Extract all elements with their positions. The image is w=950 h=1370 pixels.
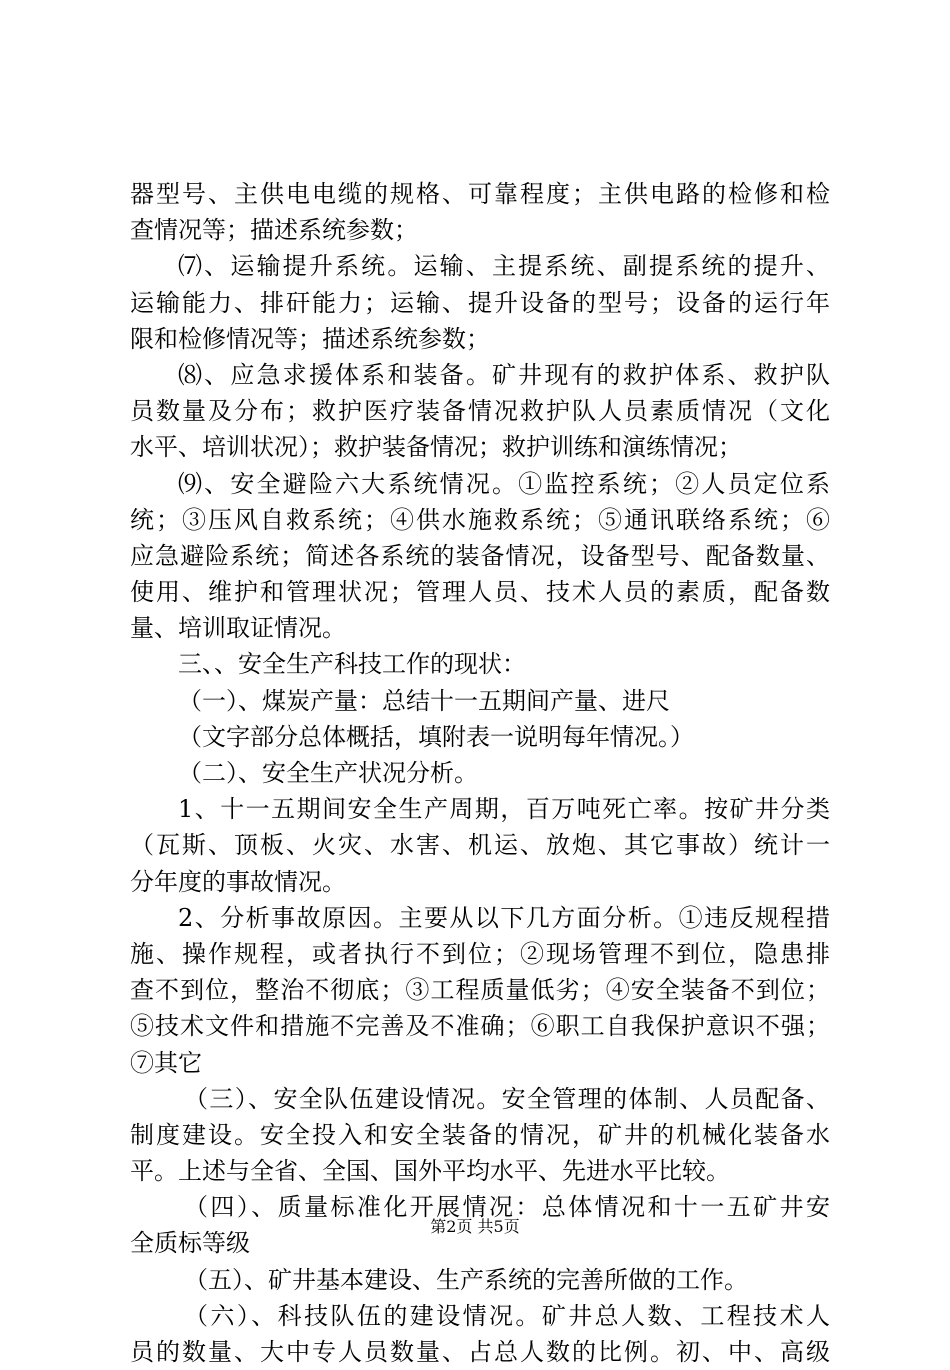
text-line: 应急避险系统；简述各系统的装备情况，设备型号、配备数量、 xyxy=(130,541,830,570)
subsection-heading: （二）、安全生产状况分析。 xyxy=(178,759,478,787)
text-line: 1、十一五期间安全生产周期，百万吨死亡率。按矿井分类 xyxy=(178,795,830,824)
text-line: ⑺、运输提升系统。运输、主提系统、副提系统的提升、 xyxy=(178,252,830,281)
text-line: 量、培训取证情况。 xyxy=(130,614,346,643)
text-line: ⑤技术文件和措施不完善及不准确；⑥职工自我保护意识不强； xyxy=(130,1012,830,1041)
text-line: 水平、培训状况）；救护装备情况；救护训练和演练情况； xyxy=(130,433,742,462)
document-body xyxy=(130,176,830,1370)
text-line: 限和检修情况等；描述系统参数； xyxy=(130,324,490,353)
text-line: 器型号、主供电电缆的规格、可靠程度；主供电路的检修和检 xyxy=(130,180,830,208)
text-line: （文字部分总体概括，填附表一说明每年情况。） xyxy=(178,722,694,751)
text-line: 使用、维护和管理状况；管理人员、技术人员的素质，配备数 xyxy=(130,578,830,607)
text-line: 分年度的事故情况。 xyxy=(130,867,346,896)
text-line: 查不到位，整治不彻底；③工程质量低劣；④安全装备不到位； xyxy=(130,976,830,1005)
text-line: （一）、煤炭产量：总结十一五期间产量、进尺 xyxy=(178,686,670,715)
text-line: 统；③压风自救系统；④供水施救系统；⑤通讯联络系统；⑥ xyxy=(130,505,830,534)
text-line: 员的数量、大中专人员数量、占总人数的比例。初、中、高级 xyxy=(130,1338,830,1366)
text-line: （六）、科技队伍的建设情况。矿井总人数、工程技术人 xyxy=(184,1301,830,1330)
text-line: 全质标等级 xyxy=(130,1229,250,1258)
text-line: ⑼、安全避险六大系统情况。①监控系统；②人员定位系 xyxy=(178,469,830,498)
text-line: （三）、安全队伍建设情况。安全管理的体制、人员配备、 xyxy=(184,1084,830,1113)
section-heading: 三、、安全生产科技工作的现状： xyxy=(178,650,526,679)
text-line: 施、操作规程，或者执行不到位；②现场管理不到位，隐患排 xyxy=(130,939,830,968)
text-line: ⑻、应急求援体系和装备。矿井现有的救护体系、救护队 xyxy=(178,360,830,389)
page-number-footer: 第2页 共5页 xyxy=(430,1217,520,1236)
text-line: 查情况等；描述系统参数； xyxy=(130,216,418,245)
text-line: 员数量及分布；救护医疗装备情况救护队人员素质情况（文化 xyxy=(130,397,830,426)
text-line: （四）、质量标准化开展情况：总体情况和十一五矿井安 xyxy=(184,1193,830,1222)
text-line: （瓦斯、顶板、火灾、水害、机运、放炮、其它事故）统计一 xyxy=(130,831,830,860)
text-line: 制度建设。安全投入和安全装备的情况，矿井的机械化装备水 xyxy=(130,1120,830,1149)
text-line: 2、分析事故原因。主要从以下几方面分析。①违反规程措 xyxy=(178,903,830,932)
text-line: ⑦其它 xyxy=(130,1048,202,1077)
text-line: 平。上述与全省、全国、国外平均水平、先进水平比较。 xyxy=(130,1157,730,1186)
text-line: 运输能力、排矸能力；运输、提升设备的型号；设备的运行年 xyxy=(130,288,830,317)
text-line: （五）、矿井基本建设、生产系统的完善所做的工作。 xyxy=(184,1265,748,1294)
